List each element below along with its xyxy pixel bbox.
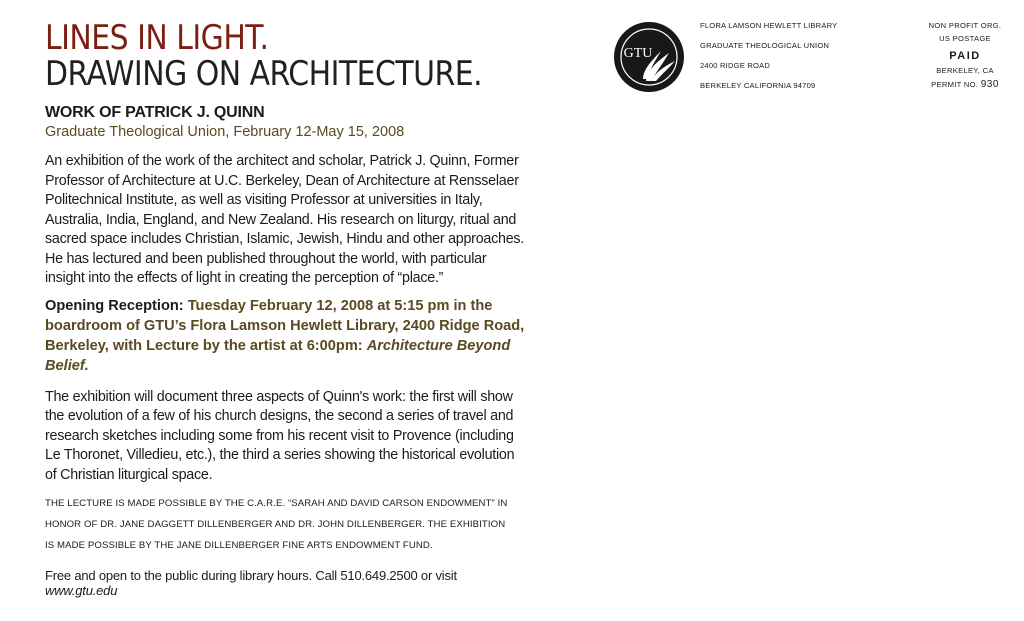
postage-indicia (928, 20, 1002, 92)
opening-reception (45, 296, 525, 376)
title-line-1: LINES IN LIGHT. (45, 18, 269, 58)
logo-text: GTU (623, 46, 653, 61)
permit-number: 930 (980, 79, 999, 90)
postage-city: BERKELEY, CA (936, 66, 994, 75)
address-line: 2400 RIDGE ROAD (700, 61, 771, 70)
lecture-title: Architecture Beyond Belief. (45, 337, 511, 374)
return-address (700, 19, 837, 99)
address-line: GRADUATE THEOLOGICAL UNION (700, 41, 830, 50)
postage-paid: PAID (949, 50, 981, 62)
address-line: BERKELEY CALIFORNIA 94709 (700, 81, 816, 90)
credit-line: IS MADE POSSIBLE BY THE JANE DILLENBERGER FINE ARTS ENDOWMENT FUND. (45, 540, 433, 551)
credits (45, 493, 525, 556)
website-link[interactable]: www.gtu.edu (45, 583, 118, 598)
postage-permit (928, 78, 1002, 92)
postage-org: NON PROFIT ORG. (928, 21, 1002, 30)
postcard-left-column (45, 20, 525, 598)
gtu-logo-icon (613, 21, 685, 93)
intro-paragraph: An exhibition of the work of the architect and scholar, Patrick J. Quinn, Former Professor of Architecture at U.C. Berkeley, Dean of Architecture at Rensselaer Politechnical Institute, as well as visiting Professor at universities in Italy, Australia, India, England, and New Zealand. His research on liturgy, ritual and sacred space includes Christian, Islamic, Jewish, Hindu and other approaches. He has lectured and been published throughout the world, with particular insight into the effects of light in creating the perception of “place.” (45, 153, 525, 286)
exhibition-subtitle: WORK OF PATRICK J. QUINN (45, 104, 265, 121)
description-paragraph: The exhibition will document three aspects of Quinn's work: the first will show the evolution of a few of his church designs, the second a series of travel and research sketches including some from his recent visit to Provence (including Le Thoronet, Villedieu, etc.), the third a series showing the historical evolution of Christian liturgical space. (45, 388, 515, 483)
permit-label: PERMIT NO. (931, 80, 979, 89)
address-line: FLORA LAMSON HEWLETT LIBRARY (700, 21, 838, 30)
title-line-2: DRAWING ON ARCHITECTURE. (45, 54, 483, 94)
postage-type: US POSTAGE (939, 34, 991, 43)
exhibition-dates: Graduate Theological Union, February 12-May 15, 2008 (45, 124, 405, 140)
footer-text: Free and open to the public during library hours. Call 510.649.2500 or visit (45, 568, 457, 583)
footer (45, 568, 525, 598)
credit-line: HONOR OF DR. JANE DAGGETT DILLENBERGER AND DR. JOHN DILLENBERGER. THE EXHIBITION (45, 519, 506, 530)
reception-label: Opening Reception: (45, 297, 184, 314)
reception-details: Tuesday February 12, 2008 at 5:15 pm in the boardroom of GTU’s Flora Lamson Hewlett Library, 2400 Ridge Road, Berkeley, with Lecture by the artist at 6:00pm: (45, 297, 525, 354)
credit-line: THE LECTURE IS MADE POSSIBLE BY THE C.A.R.E. “SARAH AND DAVID CARSON ENDOWMENT” IN (45, 498, 508, 509)
